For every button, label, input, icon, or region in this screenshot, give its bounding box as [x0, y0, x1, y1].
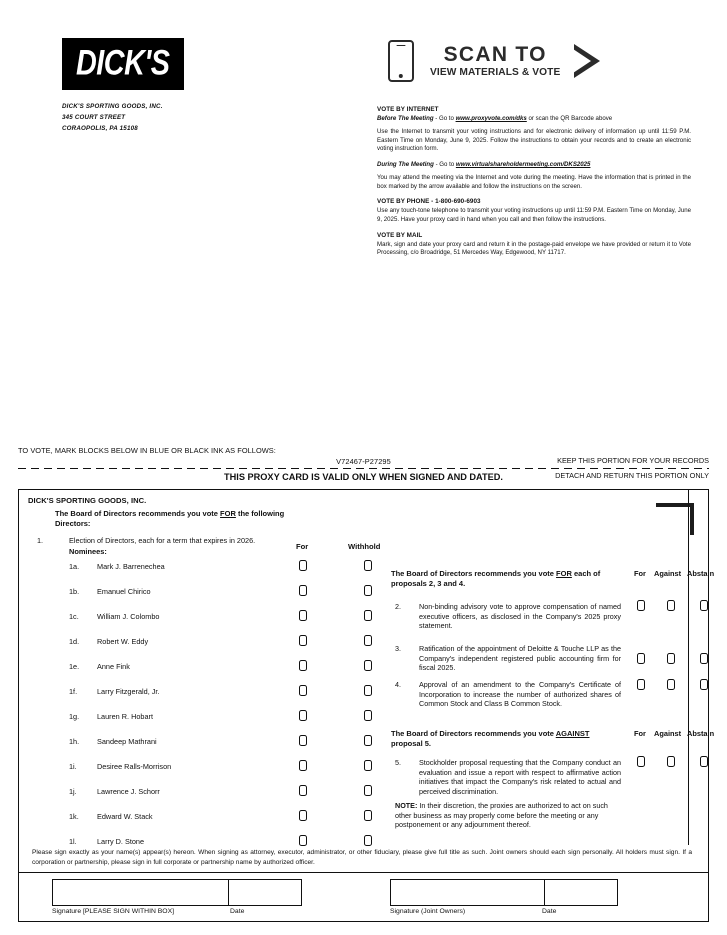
recommendation-against-5 [391, 729, 619, 749]
during-meeting-line [377, 161, 691, 170]
nominee-name: Desiree Ralls-Morrison [97, 762, 172, 771]
scan-banner-text [430, 44, 560, 78]
before-meeting-rest: - Go to [433, 114, 456, 122]
proposal-1-text: Election of Directors, each for a term that expires in 2026. [69, 536, 256, 545]
column-header-against-bottom: Against [654, 729, 682, 738]
nominee-withhold-checkbox[interactable] [364, 610, 372, 621]
column-header-withhold: Withhold [348, 542, 381, 551]
nominee-withhold-checkbox[interactable] [364, 660, 372, 671]
nominee-name: Lauren R. Hobart [97, 712, 153, 721]
company-logo-block [62, 38, 312, 135]
rec-against-emphasis: AGAINST [555, 729, 590, 738]
nominee-name: Emanuel Chirico [97, 587, 151, 596]
phone-body: Use any touch-tone telephone to transmit your voting instructions up until 11:59 P.M. Eastern Time on Monday, June 9, 2025. Have your proxy card in hand when you call and then follow the instructions. [377, 207, 691, 223]
proposal-3-text: Ratification of the appointment of Deloitte & Touche LLP as the Company's independent registered public accounting firm for fiscal 2025. [419, 644, 621, 672]
nominee-for-checkbox[interactable] [299, 710, 307, 721]
proposal-2-against-checkbox[interactable] [667, 600, 675, 611]
joint-date-label: Date [542, 907, 557, 915]
primary-date-field[interactable] [229, 880, 301, 905]
dicks-logo-mark [62, 38, 184, 90]
virtual-meeting-link[interactable]: www.virtualshareholdermeeting.com/DKS2025 [455, 161, 591, 168]
nominee-id: 1j. [69, 787, 77, 796]
scan-to-vote-banner [388, 40, 600, 82]
rec-dir-post: the following Directors: [55, 509, 285, 529]
nominee-id: 1f. [69, 687, 78, 696]
nominee-row [19, 737, 389, 762]
vote-by-mail-heading: VOTE BY MAIL [377, 231, 423, 239]
nominee-withhold-checkbox[interactable] [364, 760, 372, 771]
directors-recommendation [55, 509, 287, 529]
joint-date-field[interactable] [545, 880, 617, 905]
proposal-4-abstain-checkbox[interactable] [700, 679, 708, 690]
nominee-name: Robert W. Eddy [97, 637, 149, 646]
nominee-name: Mark J. Barrenechea [97, 562, 165, 571]
nominee-id: 1e. [69, 662, 80, 671]
primary-signature-field[interactable] [53, 880, 229, 905]
primary-signature-group [52, 879, 302, 915]
nominee-for-checkbox[interactable] [299, 835, 307, 846]
nominee-id: 1l. [69, 837, 77, 846]
vote-by-phone-heading: VOTE BY PHONE - 1-800-690-6903 [377, 198, 481, 206]
tear-off-dashed-line [18, 468, 709, 469]
before-meeting-label: Before The Meeting [377, 114, 434, 122]
keep-portion-note: KEEP THIS PORTION FOR YOUR RECORDS [557, 456, 709, 465]
nominee-name: Anne Fink [97, 662, 130, 671]
address-line-3: CORAOPOLIS, PA 15108 [62, 124, 138, 132]
control-number: V72467-P27295 [336, 457, 391, 466]
nominee-id: 1a. [69, 562, 80, 571]
nominee-row [19, 637, 389, 662]
column-header-abstain-top: Abstain [687, 569, 715, 578]
vote-by-internet-heading: VOTE BY INTERNET [377, 106, 439, 113]
instructions-section [0, 0, 727, 440]
address-line-1: DICK'S SPORTING GOODS, INC. [62, 103, 163, 110]
proxy-card [18, 489, 715, 922]
discretion-note [395, 801, 617, 830]
card-vertical-divider [688, 490, 689, 845]
internet-during-body: You may attend the meeting via the Internet and vote during the meeting. Have the information that is printed in the box marked by the arrow available and follow the instructions on the screen. [377, 174, 691, 190]
proposal-4-against-checkbox[interactable] [667, 679, 675, 690]
column-header-abstain-bottom: Abstain [687, 729, 715, 738]
proposal-1-number: 1. [37, 536, 44, 545]
nominee-id: 1c. [69, 612, 79, 621]
nominee-withhold-checkbox[interactable] [364, 585, 372, 596]
proposal-3-number: 3. [395, 644, 401, 653]
proposal-4-for-checkbox[interactable] [637, 679, 645, 690]
nominee-name: Larry Fitzgerald, Jr. [97, 687, 160, 696]
proposal-5-text: Stockholder proposal requesting that the Company conduct an evaluation and issue a report with respect to affirmative action initiatives that impact the Company's risk related to actual and perceived discrimination. [419, 758, 621, 796]
proxy-valid-note: THIS PROXY CARD IS VALID ONLY WHEN SIGNED AND DATED. [224, 472, 503, 482]
joint-signature-label: Signature (Joint Owners) [390, 907, 466, 915]
proposal-3-against-checkbox[interactable] [667, 653, 675, 664]
recommendation-for-2-3-4 [391, 569, 619, 589]
proposal-2-for-checkbox[interactable] [637, 600, 645, 611]
primary-date-label: Date [230, 907, 245, 915]
nominees-label: Nominees: [69, 547, 107, 556]
nominee-id: 1b. [69, 587, 80, 596]
proposal-2-abstain-checkbox[interactable] [700, 600, 708, 611]
proposal-4-number: 4. [395, 680, 401, 689]
primary-signature-box[interactable] [52, 879, 302, 906]
before-meeting-line [377, 115, 691, 124]
proposal-2-text: Non-binding advisory vote to approve compensation of named executive officers, as disclosed in the Company's 2025 proxy statement. [419, 602, 621, 630]
proposal-3-for-checkbox[interactable] [637, 653, 645, 664]
nominee-withhold-checkbox[interactable] [364, 835, 372, 846]
nominee-for-checkbox[interactable] [299, 760, 307, 771]
proposal-2-number: 2. [395, 602, 401, 611]
voting-instructions [377, 106, 691, 258]
nominee-row [19, 662, 389, 687]
nominee-withhold-checkbox[interactable] [364, 710, 372, 721]
during-meeting-rest: - Go to [433, 161, 456, 168]
proposal-5-number: 5. [395, 758, 401, 767]
joint-signature-group [390, 879, 618, 915]
scan-title: SCAN TO [443, 42, 547, 66]
primary-signature-label: Signature [PLEASE SIGN WITHIN BOX] [52, 907, 175, 915]
nominee-id: 1h. [69, 737, 80, 746]
nominee-for-checkbox[interactable] [299, 810, 307, 821]
nominee-withhold-checkbox[interactable] [364, 735, 372, 746]
scan-subtitle: VIEW MATERIALS & VOTE [430, 67, 561, 79]
nominee-withhold-checkbox[interactable] [364, 810, 372, 821]
mail-body: Mark, sign and date your proxy card and return it in the postage-paid envelope we have provided or return it to Vote Processing, c/o Broadridge, 51 Mercedes Way, Edgewood, NY 11717. [377, 240, 691, 257]
column-header-against-top: Against [654, 569, 682, 578]
rec-against-pre: The Board of Directors recommends you vote [391, 729, 556, 738]
rec-dir-emphasis: FOR [220, 509, 236, 518]
proxyvote-link[interactable]: www.proxyvote.com/dks [455, 114, 527, 122]
nominee-for-checkbox[interactable] [299, 735, 307, 746]
nominee-name: Larry D. Stone [97, 837, 145, 846]
play-triangle-icon [574, 44, 600, 78]
nominee-for-checkbox[interactable] [299, 635, 307, 646]
primary-signature-labels [52, 908, 302, 915]
rec-for-pre: The Board of Directors recommends you vote [391, 569, 557, 578]
nominee-row [19, 787, 389, 812]
nominee-name: Edward W. Stack [97, 812, 153, 821]
proposal-4-text: Approval of an amendment to the Company's Certificate of Incorporation to increase the number of authorized shares of Common Stock and Class B Common Stock. [419, 680, 621, 708]
nominee-name: Sandeep Mathrani [97, 737, 157, 746]
note-label: NOTE: [395, 801, 418, 810]
mark-blocks-note: TO VOTE, MARK BLOCKS BELOW IN BLUE OR BLACK INK AS FOLLOWS: [18, 446, 276, 455]
nominee-id: 1i. [69, 762, 77, 771]
note-body: In their discretion, the proxies are authorized to act on such other business as may properly come before the meeting or any postponement or any adjournment thereof. [395, 801, 608, 830]
nominee-id: 1d. [69, 637, 80, 646]
nominee-for-checkbox[interactable] [299, 685, 307, 696]
proposal-5-against-checkbox[interactable] [667, 756, 675, 767]
column-header-for: For [296, 542, 309, 551]
proposal-3-abstain-checkbox[interactable] [700, 653, 708, 664]
column-header-for-top: For [634, 569, 646, 578]
joint-signature-box[interactable] [390, 879, 618, 906]
proposal-5-abstain-checkbox[interactable] [700, 756, 708, 767]
nominee-for-checkbox[interactable] [299, 560, 307, 571]
nominee-for-checkbox[interactable] [299, 610, 307, 621]
rec-dir-pre: The Board of Directors recommends you vote [55, 509, 221, 518]
during-meeting-label: During The Meeting [377, 161, 434, 168]
nominee-withhold-checkbox[interactable] [364, 685, 372, 696]
nominee-row [19, 562, 389, 587]
mobile-phone-icon [388, 40, 414, 82]
nominee-name: Lawrence J. Schorr [97, 787, 160, 796]
column-header-for-bottom: For [634, 729, 646, 738]
joint-signature-labels [390, 908, 618, 915]
company-address [62, 102, 312, 135]
nominee-row [19, 812, 389, 837]
nominee-for-checkbox[interactable] [299, 585, 307, 596]
nominee-id: 1g. [69, 712, 80, 721]
rec-against-post: proposal 5. [391, 739, 432, 749]
nominee-id: 1k. [69, 812, 79, 821]
nominee-row [19, 762, 389, 787]
nominee-name: William J. Colombo [97, 612, 160, 621]
signature-separator [19, 872, 708, 873]
nominee-for-checkbox[interactable] [299, 785, 307, 796]
nominee-row [19, 612, 389, 637]
nominee-row [19, 687, 389, 712]
nominee-withhold-checkbox[interactable] [364, 635, 372, 646]
rec-for-post: each of proposals 2, 3 and 4. [391, 569, 601, 589]
detach-portion-note: DETACH AND RETURN THIS PORTION ONLY [555, 471, 709, 480]
nominee-withhold-checkbox[interactable] [364, 785, 372, 796]
internet-before-body: Use the Internet to transmit your voting instructions and for electronic delivery of information up until 11:59 P.M. Eastern Time on Monday, June 9, 2025. Follow the instructions to obtain your records and to create an electronic voting instruction form. [377, 128, 691, 153]
nominee-row [19, 587, 389, 612]
proposal-5-for-checkbox[interactable] [637, 756, 645, 767]
card-company-header: DICK'S SPORTING GOODS, INC. [28, 496, 147, 505]
rec-for-emphasis: FOR [556, 569, 572, 578]
address-line-2: 345 COURT STREET [62, 113, 126, 121]
signature-instructions: Please sign exactly as your name(s) appear(s) hereon. When signing as attorney, executor, administrator, or other fiduciary, please give full title as such. Joint owners should each sign personally. All holders must sign. If a corporation or partnership, please sign in full corporate or partnership name by authorized officer. [32, 849, 692, 866]
nominee-row [19, 712, 389, 737]
nominee-for-checkbox[interactable] [299, 660, 307, 671]
nominee-withhold-checkbox[interactable] [364, 560, 372, 571]
before-meeting-tail: or scan the QR Barcode above [526, 114, 613, 122]
joint-signature-field[interactable] [391, 880, 545, 905]
directors-column [19, 490, 389, 845]
logo-wordmark: DICK'S [76, 43, 170, 83]
